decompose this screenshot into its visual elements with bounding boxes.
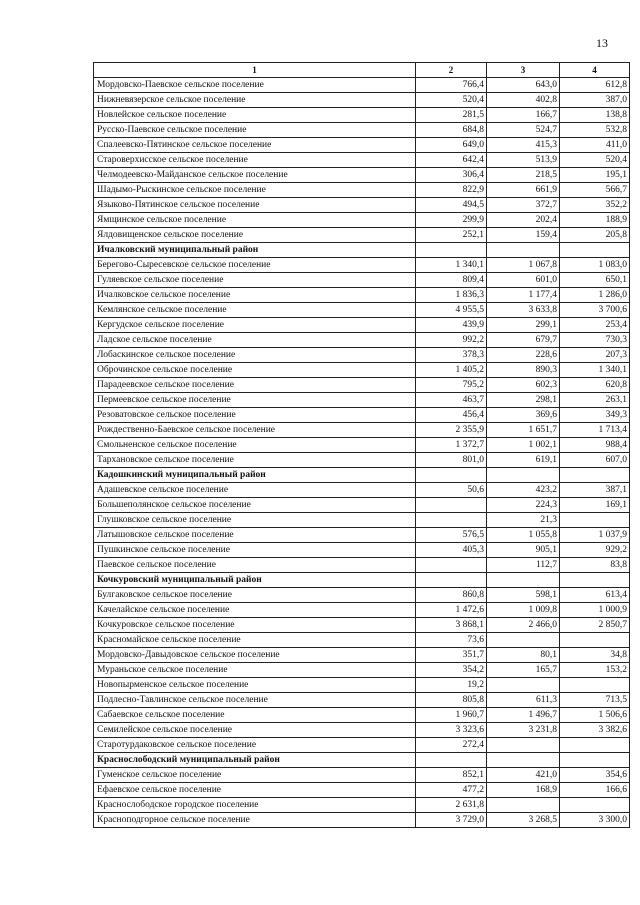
district-name: Краснослободский муниципальный район <box>94 753 416 768</box>
value-cell-c4 <box>560 633 630 648</box>
settlement-name: Шадымо-Рыскинское сельское поселение <box>94 183 416 198</box>
value-cell-c3: 679,7 <box>487 333 560 348</box>
settlement-name: Кергудское сельское поселение <box>94 318 416 333</box>
value-cell-c2: 860,8 <box>416 588 487 603</box>
table-row <box>94 438 630 453</box>
value-cell-c2: 1 405,2 <box>416 363 487 378</box>
value-cell-c4: 138,8 <box>560 108 630 123</box>
table-header-row <box>94 63 630 78</box>
value-cell-c4: 263,1 <box>560 393 630 408</box>
value-cell-c2: 1 340,1 <box>416 258 487 273</box>
column-header: 3 <box>487 63 560 78</box>
table-row <box>94 738 630 753</box>
value-cell-c4: 2 850,7 <box>560 618 630 633</box>
value-cell-c2: 299,9 <box>416 213 487 228</box>
settlement-name: Оброчинское сельское поселение <box>94 363 416 378</box>
empty-cell <box>487 243 560 258</box>
table-row <box>94 723 630 738</box>
settlement-name: Русско-Паевское сельское поселение <box>94 123 416 138</box>
value-cell-c3: 2 466,0 <box>487 618 560 633</box>
settlement-name: Тархановское сельское поселение <box>94 453 416 468</box>
data-table <box>93 62 630 828</box>
value-cell-c4: 1 340,1 <box>560 363 630 378</box>
value-cell-c2: 50,6 <box>416 483 487 498</box>
settlement-name: Латышовское сельское поселение <box>94 528 416 543</box>
value-cell-c3: 598,1 <box>487 588 560 603</box>
value-cell-c2: 378,3 <box>416 348 487 363</box>
value-cell-c3: 513,9 <box>487 153 560 168</box>
settlement-name: Булгаковское сельское поселение <box>94 588 416 603</box>
table-row <box>94 483 630 498</box>
district-name: Кадошкинский муниципальный район <box>94 468 416 483</box>
settlement-name: Новопырменское сельское поселение <box>94 678 416 693</box>
value-cell-c3: 905,1 <box>487 543 560 558</box>
value-cell-c3: 372,7 <box>487 198 560 213</box>
value-cell-c4: 607,0 <box>560 453 630 468</box>
value-cell-c3: 402,8 <box>487 93 560 108</box>
empty-cell <box>487 573 560 588</box>
settlement-name: Староверхисское сельское поселение <box>94 153 416 168</box>
table-row <box>94 558 630 573</box>
value-cell-c2: 354,2 <box>416 663 487 678</box>
table-row <box>94 633 630 648</box>
table-row <box>94 183 630 198</box>
value-cell-c2: 456,4 <box>416 408 487 423</box>
settlement-name: Ямщинское сельское поселение <box>94 213 416 228</box>
value-cell-c4: 3 300,0 <box>560 813 630 828</box>
value-cell-c3: 80,1 <box>487 648 560 663</box>
value-cell-c3: 298,1 <box>487 393 560 408</box>
value-cell-c4: 730,3 <box>560 333 630 348</box>
value-cell-c2: 801,0 <box>416 453 487 468</box>
district-header-row <box>94 753 630 768</box>
column-header: 4 <box>560 63 630 78</box>
value-cell-c3: 602,3 <box>487 378 560 393</box>
value-cell-c3: 1 009,8 <box>487 603 560 618</box>
value-cell-c2: 439,9 <box>416 318 487 333</box>
settlement-name: Парадеевское сельское поселение <box>94 378 416 393</box>
value-cell-c2: 822,9 <box>416 183 487 198</box>
value-cell-c3: 3 633,8 <box>487 303 560 318</box>
table-row <box>94 108 630 123</box>
settlement-name: Красноподгорное сельское поселение <box>94 813 416 828</box>
settlement-name: Сабаевское сельское поселение <box>94 708 416 723</box>
table-row <box>94 423 630 438</box>
value-cell-c4: 3 382,6 <box>560 723 630 738</box>
settlement-name: Краснослободское городское поселение <box>94 798 416 813</box>
table-row <box>94 543 630 558</box>
value-cell-c3 <box>487 633 560 648</box>
empty-cell <box>416 468 487 483</box>
value-cell-c2: 2 631,8 <box>416 798 487 813</box>
column-header: 2 <box>416 63 487 78</box>
value-cell-c4: 1 000,9 <box>560 603 630 618</box>
value-cell-c3: 421,0 <box>487 768 560 783</box>
value-cell-c3: 1 177,4 <box>487 288 560 303</box>
value-cell-c2: 649,0 <box>416 138 487 153</box>
value-cell-c2: 281,5 <box>416 108 487 123</box>
value-cell-c3: 1 651,7 <box>487 423 560 438</box>
value-cell-c4: 532,8 <box>560 123 630 138</box>
value-cell-c2: 809,4 <box>416 273 487 288</box>
table-row <box>94 603 630 618</box>
empty-cell <box>560 468 630 483</box>
value-cell-c4: 713,5 <box>560 693 630 708</box>
value-cell-c3: 3 268,5 <box>487 813 560 828</box>
value-cell-c2: 477,2 <box>416 783 487 798</box>
value-cell-c2: 463,7 <box>416 393 487 408</box>
table-row <box>94 813 630 828</box>
empty-cell <box>560 753 630 768</box>
settlement-name: Адашевское сельское поселение <box>94 483 416 498</box>
value-cell-c2: 73,6 <box>416 633 487 648</box>
value-cell-c2 <box>416 513 487 528</box>
value-cell-c4 <box>560 798 630 813</box>
value-cell-c4: 387,0 <box>560 93 630 108</box>
settlement-name: Лобаскинское сельское поселение <box>94 348 416 363</box>
value-cell-c4: 566,7 <box>560 183 630 198</box>
value-cell-c3: 165,7 <box>487 663 560 678</box>
empty-cell <box>487 468 560 483</box>
value-cell-c3: 601,0 <box>487 273 560 288</box>
value-cell-c3: 168,9 <box>487 783 560 798</box>
value-cell-c3: 619,1 <box>487 453 560 468</box>
table-row <box>94 303 630 318</box>
value-cell-c4: 1 083,0 <box>560 258 630 273</box>
value-cell-c3: 218,5 <box>487 168 560 183</box>
value-cell-c3: 415,3 <box>487 138 560 153</box>
settlement-name: Новлейское сельское поселение <box>94 108 416 123</box>
table-row <box>94 393 630 408</box>
settlement-name: Подлесно-Тавлинское сельское поселение <box>94 693 416 708</box>
value-cell-c3: 1 067,8 <box>487 258 560 273</box>
empty-cell <box>560 573 630 588</box>
value-cell-c4: 153,2 <box>560 663 630 678</box>
value-cell-c3: 369,6 <box>487 408 560 423</box>
table-row <box>94 318 630 333</box>
value-cell-c4: 349,3 <box>560 408 630 423</box>
value-cell-c2: 852,1 <box>416 768 487 783</box>
table-row <box>94 618 630 633</box>
value-cell-c2: 252,1 <box>416 228 487 243</box>
table-row <box>94 798 630 813</box>
district-header-row <box>94 573 630 588</box>
value-cell-c2: 520,4 <box>416 93 487 108</box>
value-cell-c4: 205,8 <box>560 228 630 243</box>
empty-cell <box>416 573 487 588</box>
value-cell-c4: 3 700,6 <box>560 303 630 318</box>
value-cell-c3: 228,6 <box>487 348 560 363</box>
value-cell-c4: 253,4 <box>560 318 630 333</box>
value-cell-c3: 159,4 <box>487 228 560 243</box>
value-cell-c4: 613,4 <box>560 588 630 603</box>
table-row <box>94 408 630 423</box>
table-row <box>94 78 630 93</box>
settlement-name: Мураньское сельское поселение <box>94 663 416 678</box>
value-cell-c4: 169,1 <box>560 498 630 513</box>
table-row <box>94 378 630 393</box>
settlement-name: Языково-Пятинское сельское поселение <box>94 198 416 213</box>
value-cell-c4: 352,2 <box>560 198 630 213</box>
value-cell-c3: 202,4 <box>487 213 560 228</box>
settlement-name: Рождественно-Баевское сельское поселение <box>94 423 416 438</box>
table-row <box>94 648 630 663</box>
table-row <box>94 153 630 168</box>
table-row <box>94 273 630 288</box>
table-row <box>94 693 630 708</box>
value-cell-c4: 166,6 <box>560 783 630 798</box>
table-row <box>94 123 630 138</box>
settlement-name: Глушковское сельское поселение <box>94 513 416 528</box>
value-cell-c3: 21,3 <box>487 513 560 528</box>
settlement-name: Берегово-Сыресевское сельское поселение <box>94 258 416 273</box>
value-cell-c2: 992,2 <box>416 333 487 348</box>
settlement-name: Семилейское сельское поселение <box>94 723 416 738</box>
table-row <box>94 93 630 108</box>
settlement-name: Пермеевское сельское поселение <box>94 393 416 408</box>
value-cell-c4 <box>560 678 630 693</box>
value-cell-c4: 195,1 <box>560 168 630 183</box>
empty-cell <box>416 243 487 258</box>
table-row <box>94 768 630 783</box>
value-cell-c4: 387,1 <box>560 483 630 498</box>
value-cell-c4: 650,1 <box>560 273 630 288</box>
settlement-name: Кочкуровское сельское поселение <box>94 618 416 633</box>
value-cell-c4: 83,8 <box>560 558 630 573</box>
table-row <box>94 663 630 678</box>
value-cell-c4: 188,9 <box>560 213 630 228</box>
table-row <box>94 453 630 468</box>
settlement-name: Мордовско-Паевское сельское поселение <box>94 78 416 93</box>
table-row <box>94 513 630 528</box>
value-cell-c2 <box>416 558 487 573</box>
settlement-name: Гуменское сельское поселение <box>94 768 416 783</box>
value-cell-c2: 494,5 <box>416 198 487 213</box>
value-cell-c2: 272,4 <box>416 738 487 753</box>
settlement-name: Гуляевское сельское поселение <box>94 273 416 288</box>
value-cell-c3: 224,3 <box>487 498 560 513</box>
table-row <box>94 228 630 243</box>
settlement-name: Большеполянское сельское поселение <box>94 498 416 513</box>
empty-cell <box>560 243 630 258</box>
value-cell-c2: 1 960,7 <box>416 708 487 723</box>
value-cell-c4: 34,8 <box>560 648 630 663</box>
value-cell-c4: 520,4 <box>560 153 630 168</box>
settlement-name: Ялдовищенское сельское поселение <box>94 228 416 243</box>
settlement-name: Старотурдаковское сельское поселение <box>94 738 416 753</box>
value-cell-c4: 929,2 <box>560 543 630 558</box>
value-cell-c2: 684,8 <box>416 123 487 138</box>
value-cell-c3: 3 231,8 <box>487 723 560 738</box>
settlement-name: Челмодеевско-Майданское сельское поселение <box>94 168 416 183</box>
value-cell-c4: 620,8 <box>560 378 630 393</box>
value-cell-c3 <box>487 678 560 693</box>
district-header-row <box>94 468 630 483</box>
table-row <box>94 528 630 543</box>
table-row <box>94 498 630 513</box>
value-cell-c3: 611,3 <box>487 693 560 708</box>
value-cell-c4: 354,6 <box>560 768 630 783</box>
settlement-name: Смольненское сельское поселение <box>94 438 416 453</box>
value-cell-c2: 3 323,6 <box>416 723 487 738</box>
value-cell-c3 <box>487 738 560 753</box>
value-cell-c2: 805,8 <box>416 693 487 708</box>
value-cell-c2: 306,4 <box>416 168 487 183</box>
value-cell-c2: 576,5 <box>416 528 487 543</box>
value-cell-c4: 1 713,4 <box>560 423 630 438</box>
value-cell-c4: 612,8 <box>560 78 630 93</box>
value-cell-c3: 643,0 <box>487 78 560 93</box>
value-cell-c2: 642,4 <box>416 153 487 168</box>
table-row <box>94 198 630 213</box>
value-cell-c2: 1 472,6 <box>416 603 487 618</box>
value-cell-c3: 423,2 <box>487 483 560 498</box>
value-cell-c2: 351,7 <box>416 648 487 663</box>
value-cell-c4: 988,4 <box>560 438 630 453</box>
settlement-name: Красномайское сельское поселение <box>94 633 416 648</box>
value-cell-c3: 1 002,1 <box>487 438 560 453</box>
settlement-name: Ичалковское сельское поселение <box>94 288 416 303</box>
value-cell-c4: 411,0 <box>560 138 630 153</box>
value-cell-c2: 766,4 <box>416 78 487 93</box>
settlement-name: Кемлянское сельское поселение <box>94 303 416 318</box>
settlement-name: Спалеевско-Пятинское сельское поселение <box>94 138 416 153</box>
table-row <box>94 348 630 363</box>
table-row <box>94 258 630 273</box>
settlement-name: Пушкинское сельское поселение <box>94 543 416 558</box>
value-cell-c3: 112,7 <box>487 558 560 573</box>
value-cell-c3: 661,9 <box>487 183 560 198</box>
empty-cell <box>416 753 487 768</box>
value-cell-c3: 166,7 <box>487 108 560 123</box>
district-name: Кочкуровский муниципальный район <box>94 573 416 588</box>
value-cell-c2: 3 868,1 <box>416 618 487 633</box>
value-cell-c4: 1 037,9 <box>560 528 630 543</box>
settlement-name: Качелайское сельское поселение <box>94 603 416 618</box>
settlement-name: Ладское сельское поселение <box>94 333 416 348</box>
value-cell-c2: 795,2 <box>416 378 487 393</box>
empty-cell <box>487 753 560 768</box>
value-cell-c2: 3 729,0 <box>416 813 487 828</box>
settlement-name: Резоватовское сельское поселение <box>94 408 416 423</box>
table-row <box>94 588 630 603</box>
value-cell-c2: 2 355,9 <box>416 423 487 438</box>
table-row <box>94 708 630 723</box>
table-row <box>94 168 630 183</box>
value-cell-c4: 207,3 <box>560 348 630 363</box>
table-row <box>94 333 630 348</box>
value-cell-c4 <box>560 513 630 528</box>
value-cell-c2: 19,2 <box>416 678 487 693</box>
table-row <box>94 363 630 378</box>
value-cell-c2: 1 372,7 <box>416 438 487 453</box>
value-cell-c2: 4 955,5 <box>416 303 487 318</box>
table-row <box>94 138 630 153</box>
value-cell-c2: 1 836,3 <box>416 288 487 303</box>
value-cell-c3: 524,7 <box>487 123 560 138</box>
table-row <box>94 678 630 693</box>
value-cell-c3: 890,3 <box>487 363 560 378</box>
settlement-name: Нижневязерское сельское поселение <box>94 93 416 108</box>
value-cell-c3: 1 496,7 <box>487 708 560 723</box>
settlement-name: Ефаевское сельское поселение <box>94 783 416 798</box>
settlement-name: Паевское сельское поселение <box>94 558 416 573</box>
value-cell-c3: 299,1 <box>487 318 560 333</box>
column-header: 1 <box>94 63 416 78</box>
value-cell-c2: 405,3 <box>416 543 487 558</box>
value-cell-c2 <box>416 498 487 513</box>
page-number: 13 <box>596 36 608 50</box>
district-name: Ичалковский муниципальный район <box>94 243 416 258</box>
value-cell-c4: 1 286,0 <box>560 288 630 303</box>
value-cell-c3 <box>487 798 560 813</box>
district-header-row <box>94 243 630 258</box>
value-cell-c3: 1 055,8 <box>487 528 560 543</box>
value-cell-c4 <box>560 738 630 753</box>
table-row <box>94 783 630 798</box>
table-row <box>94 213 630 228</box>
table-body <box>94 78 630 828</box>
value-cell-c4: 1 506,6 <box>560 708 630 723</box>
table-row <box>94 288 630 303</box>
settlement-name: Мордовско-Давыдовское сельское поселение <box>94 648 416 663</box>
